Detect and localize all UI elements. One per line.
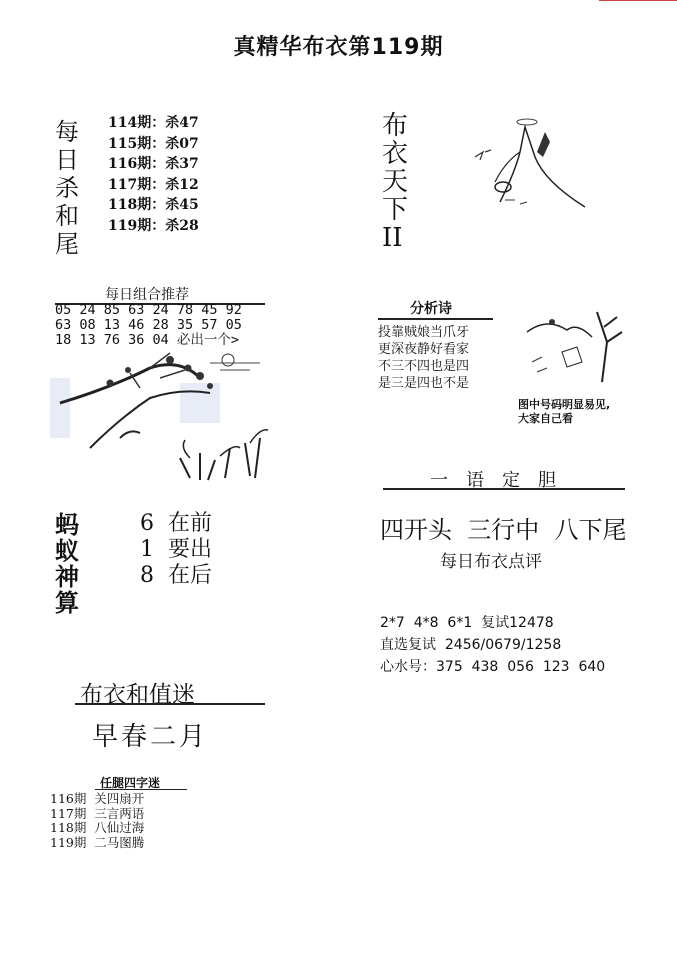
fushi-row: 2*7 4*8 6*1 复试12478 — [380, 615, 554, 631]
yiyu-title: 一语定胆 — [430, 470, 574, 491]
ant-char: 蚁 — [55, 536, 79, 565]
top-edge-line — [599, 0, 677, 3]
poem-illustration — [522, 302, 627, 394]
poem-note-line: 图中号码明显易见, — [518, 398, 611, 411]
poem-lines — [378, 324, 469, 392]
buyi-char: II — [382, 223, 403, 253]
poem-line: 不三不四也是四 — [378, 359, 470, 374]
kill-tail-row: 117期：杀12 — [108, 176, 199, 193]
poem-line: 更深夜静好看家 — [378, 342, 470, 357]
kill-tail-list — [108, 113, 199, 236]
buyi-char: 衣 — [382, 139, 409, 169]
fushi-list — [380, 612, 605, 678]
kill-tail-char: 和 — [55, 202, 79, 230]
kill-tail-char: 尾 — [55, 230, 79, 258]
combo-row: 18 13 76 36 04 必出一个> — [55, 332, 240, 348]
kill-tail-char: 每 — [55, 118, 79, 146]
kill-tail-row: 118期：杀45 — [108, 197, 199, 213]
poem-line: 是三是四也不是 — [378, 376, 470, 391]
fushi-row: 心水号：375 438 056 123 640 — [380, 659, 606, 675]
zirui-title: 任腿四字迷 — [100, 776, 161, 790]
kill-tail-label — [55, 120, 79, 260]
combo-title: 每日组合推荐 — [105, 287, 189, 303]
hezhi-title: 布衣和值迷 — [80, 682, 195, 708]
buyi-label — [382, 112, 408, 252]
buyi-char: 下 — [382, 195, 409, 225]
ant-char: 算 — [55, 588, 79, 617]
poem-line: 投靠贼娘当爪牙 — [378, 325, 470, 340]
ant-row: 1 要出 — [140, 537, 212, 562]
ant-label — [55, 512, 79, 616]
zirui-row: 117期 三言两语 — [50, 805, 145, 821]
ant-char: 蚂 — [55, 510, 79, 539]
ant-row: 8 在后 — [140, 563, 212, 588]
zirui-row: 116期 关四扇开 — [50, 791, 145, 806]
kill-tail-char: 日 — [55, 146, 79, 174]
poem-divider — [378, 318, 493, 320]
combo-numbers — [55, 303, 242, 348]
hezhi-divider — [75, 703, 265, 705]
kill-tail-row: 116期：杀37 — [108, 156, 199, 172]
poem-note-line: 大家自己看 — [518, 412, 573, 425]
ant-char: 神 — [55, 562, 79, 591]
page-title: 真精华布衣第119期 — [233, 35, 444, 60]
buyi-char: 天 — [382, 167, 409, 197]
kill-tail-row: 119期：杀28 — [108, 217, 199, 234]
poem-title: 分析诗 — [410, 301, 452, 317]
zirui-row: 119期 二马图腾 — [50, 834, 145, 850]
combo-row: 05 24 85 63 24 78 45 92 — [55, 302, 242, 318]
mountain-illustration — [465, 112, 615, 217]
poem-note — [518, 398, 610, 426]
kill-tail-row: 114期：杀47 — [108, 115, 199, 131]
kill-tail-row: 115期：杀07 — [108, 135, 199, 152]
zirui-list — [50, 792, 144, 850]
tree-landscape-illustration — [50, 348, 275, 488]
ant-row: 6 在前 — [140, 511, 212, 536]
zirui-row: 118期 八仙过海 — [50, 820, 145, 835]
zirui-divider — [95, 789, 187, 790]
combo-row: 63 08 13 46 28 35 57 05 — [55, 317, 242, 333]
fushi-row: 直选复试 2456/0679/1258 — [380, 637, 562, 653]
ant-list — [140, 511, 212, 589]
yiyu-main: 四开头 三行中 八下尾 — [380, 516, 627, 544]
hezhi-riddle: 早春二月 — [92, 722, 209, 752]
yiyu-divider — [383, 488, 625, 490]
kill-tail-char: 杀 — [55, 174, 79, 202]
buyi-char: 布 — [382, 111, 409, 141]
yiyu-subtitle: 每日布衣点评 — [440, 552, 542, 572]
